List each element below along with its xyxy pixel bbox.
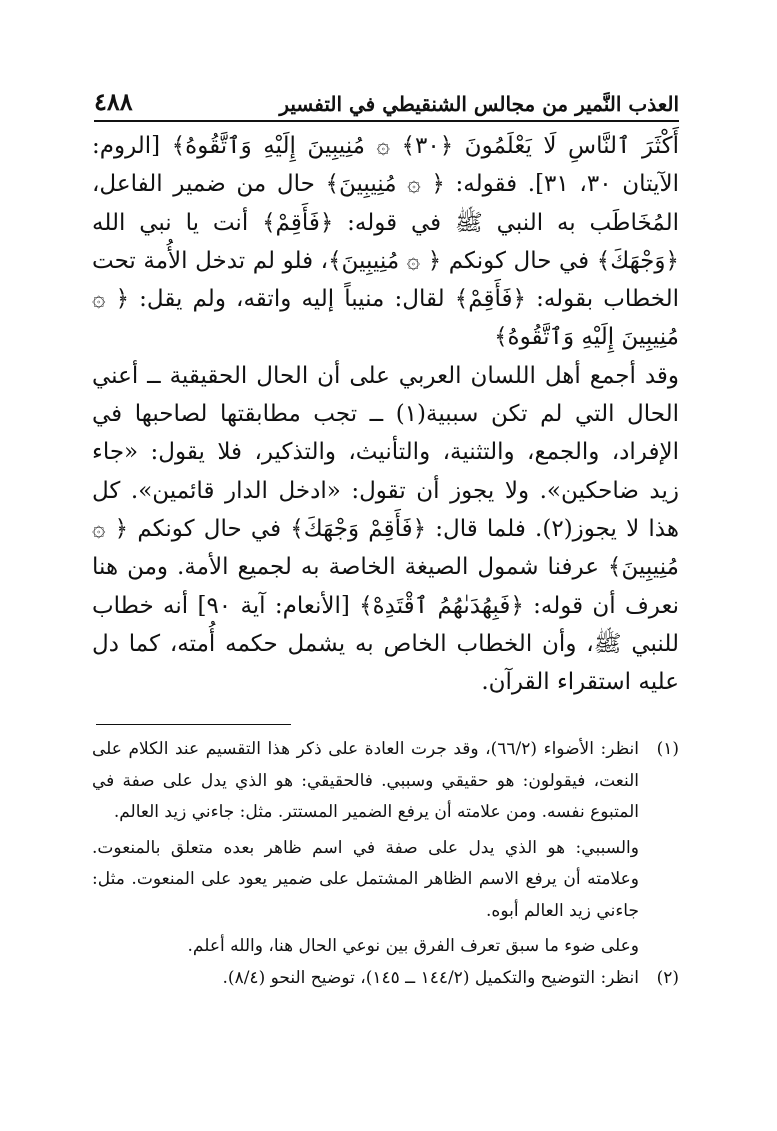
footnote-text <box>92 963 639 995</box>
footnote-paragraph: انظر: التوضيح والتكميل (١٤٤/٢ ــ ١٤٥)، توضيح النحو (٨/٤). <box>222 967 639 988</box>
body-paragraph: وقد أجمع أهل اللسان العربي على أن الحال الحقيقية ــ أعني الحال التي لم تكن سببية(١) ــ تجب مطابقتها لصاحبها في الإفراد، والجمع، والتثنية، والتأنيث، والتذكير، فلا يقول: «جاء زيد ضاحكين». ولا يجوز أن تقول: «ادخل الدار قائمين». كل هذا لا يجوز(٢). فلما قال: ﴿فَأَقِمْ وَجْهَكَ﴾ في حال كونكم ﴿ ۞ مُنِيبِينَ﴾ عرفنا شمول الصيغة الخاصة به لجميع الأمة. ومن هنا نعرف أن قوله: ﴿فَبِهُدَىٰهُمُ ٱقْتَدِهْ﴾ [الأنعام: آية ٩٠] أنه خطاب للنبي ﷺ، وأن الخطاب الخاص به يشمل حكمه أُمته، كما دل عليه استقراء القرآن. <box>92 362 680 696</box>
footnote-separator <box>96 724 291 725</box>
body-paragraph: أَكْثَرَ ٱلنَّاسِ لَا يَعْلَمُونَ ﴿٣٠﴾ ۞ مُنِيبِينَ إِلَيْهِ وَٱتَّقُوهُ﴾ [الروم: الآيتان ٣٠، ٣١]. فقوله: ﴿ ۞ مُنِيبِينَ﴾ حال من ضمير الفاعل، المُخَاطَب به النبي ﷺ في قوله: ﴿فَأَقِمْ﴾ أنت يا نبي الله ﴿وَجْهَكَ﴾ في حال كونكم ﴿ ۞ مُنِيبِينَ﴾، فلو لم تدخل الأُمة تحت الخطاب بقوله: ﴿فَأَقِمْ﴾ لقال: منيباً إليه واتقه، ولم يقل: ﴿ ۞ مُنِيبِينَ إِلَيْهِ وَٱتَّقُوهُ﴾ <box>92 133 679 351</box>
footnote <box>92 734 679 963</box>
footnotes <box>92 734 679 994</box>
footnote-number: (٢) <box>656 967 679 988</box>
running-header <box>94 82 679 122</box>
footnote-text <box>92 734 639 963</box>
footnote-number: (١) <box>656 739 679 759</box>
page-number: ٤٨٨ <box>94 87 133 116</box>
footnote-paragraph: والسببي: هو الذي يدل على صفة في اسم ظاهر بعده متعلق بالمنعوت. وعلامته أن يرفع الاسم الظاهر المشتمل على ضمير يعود على المنعوت. مثل: جاءني زيد العالم أبوه. <box>92 837 639 921</box>
footnote-paragraph: انظر: الأضواء (٦٦/٢)، وقد جرت العادة على ذكر هذا التقسيم عند الكلام على النعت، فيقولون: هو حقيقي وسببي. فالحقيقي: هو الذي يدل على صفة في المتبوع نفسه. ومن علامته أن يرفع الضمير المستتر. مثل: جاءني زيد العالم. <box>92 739 639 822</box>
main-text <box>92 127 679 701</box>
book-title: العذب النَّمير من مجالس الشنقيطي في التفسير <box>279 92 679 116</box>
footnote-paragraph: وعلى ضوء ما سبق تعرف الفرق بين نوعي الحال هنا، والله أعلم. <box>187 936 639 956</box>
footnote <box>92 963 679 995</box>
